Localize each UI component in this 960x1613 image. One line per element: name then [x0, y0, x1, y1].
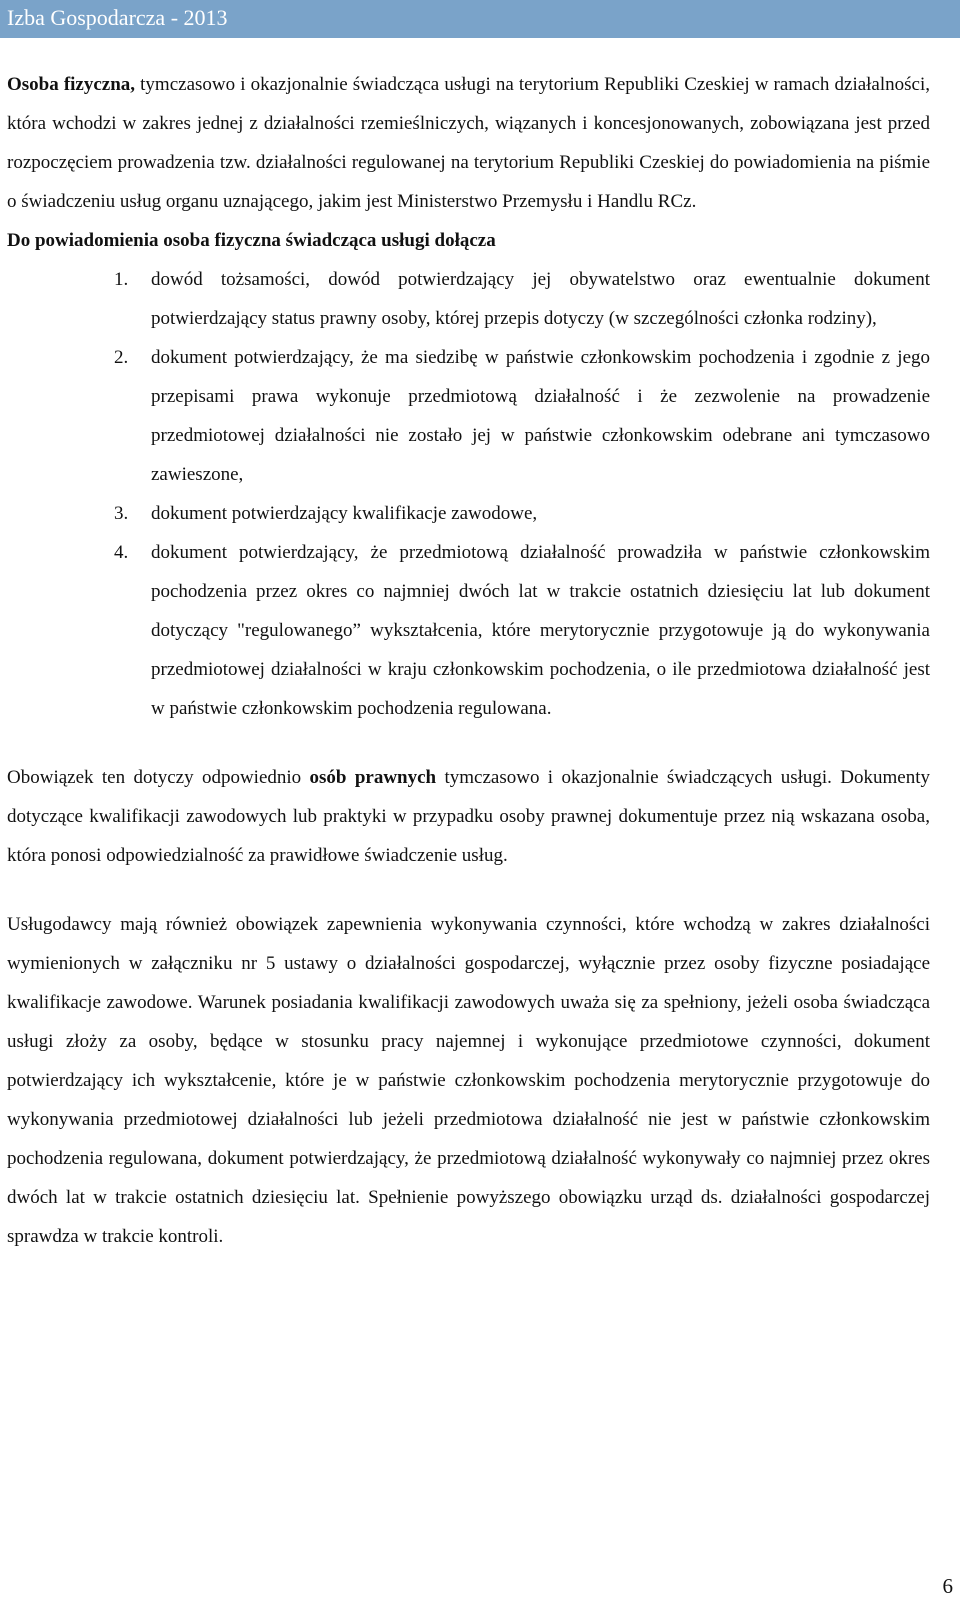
- paragraph-text: tymczasowo i okazjonalnie świadczących usługi. Dokumenty dotyczące kwalifikacji zawodowych lub praktyki w przypadku osoby prawnej dokumentuje przez nią wskazana osoba, która ponosi odpowiedzialność za prawidłowe świadczenie usług.: [7, 767, 930, 866]
- list-item-text: dokument potwierdzający, że przedmiotową działalność prowadziła w państwie członkowskim pochodzenia przez okres co najmniej dwóch lat w trakcie ostatnich dziesięciu lat lub dokument dotyczący "regulowanego” wykształcenia, które merytorycznie przygotowuje ją do wykonywania przedmiotowej działalności w kraju członkowskim pochodzenia, o ile przedmiotowa działalność jest w państwie członkowskim pochodzenia regulowana.: [151, 542, 930, 719]
- list-item-text: dowód tożsamości, dowód potwierdzający jej obywatelstwo oraz ewentualnie dokument potwierdzający status prawny osoby, której przepis dotyczy (w szczególności członka rodziny),: [151, 269, 930, 329]
- list-item: [7, 338, 930, 494]
- paragraph-text: Obowiązek ten dotyczy odpowiednio: [7, 767, 310, 788]
- header-title: Izba Gospodarcza - 2013: [7, 5, 228, 30]
- page-number: 6: [942, 1574, 953, 1598]
- list-item-number: 1.: [114, 269, 129, 290]
- required-documents-list: [7, 260, 930, 728]
- paragraph-bold-lead: Osoba fizyczna,: [7, 74, 136, 95]
- page-header: [0, 0, 960, 38]
- document-body: [7, 65, 930, 1256]
- section-heading: Do powiadomienia osoba fizyczna świadcząca usługi dołącza: [7, 230, 496, 251]
- list-item: [7, 533, 930, 728]
- paragraph-natural-person: [7, 65, 930, 221]
- paragraph-bold-term: osób prawnych: [309, 767, 437, 788]
- list-item-number: 4.: [114, 542, 129, 563]
- list-item-text: dokument potwierdzający kwalifikacje zawodowe,: [151, 503, 538, 524]
- spacer: [7, 875, 930, 905]
- list-item-text: dokument potwierdzający, że ma siedzibę w państwie członkowskim pochodzenia i zgodnie z jego przepisami prawa wykonuje przedmiotową działalność i że zezwolenie na prowadzenie przedmiotowej działalności nie zostało jej w państwie członkowskim odebrane ani tymczasowo zawieszone,: [151, 347, 930, 485]
- list-item: [7, 260, 930, 338]
- spacer: [7, 728, 930, 758]
- list-item-number: 3.: [114, 503, 129, 524]
- paragraph-service-providers: Usługodawcy mają również obowiązek zapewnienia wykonywania czynności, które wchodzą w zakres działalności wymienionych w załączniku nr 5 ustawy o działalności gospodarczej, wyłącznie przez osoby fizyczne posiadające kwalifikacje zawodowe. Warunek posiadania kwalifikacji zawodowych uważa się za spełniony, jeżeli osoba świadcząca usługi złoży za osoby, będące w stosunku pracy najemnej i wykonujące przedmiotowe czynności, dokument potwierdzający ich wykształcenie, które je w państwie członkowskim pochodzenia merytorycznie przygotowuje do wykonywania przedmiotowej działalności lub jeżeli przedmiotowa działalność nie jest w państwie członkowskim pochodzenia regulowana, dokument potwierdzający, że przedmiotową działalność wykonywały co najmniej przez okres dwóch lat w trakcie ostatnich dziesięciu lat. Spełnienie powyższego obowiązku urząd ds. działalności gospodarczej sprawdza w trakcie kontroli.: [7, 914, 930, 1247]
- list-item: [7, 494, 930, 533]
- paragraph-text: tymczasowo i okazjonalnie świadcząca usługi na terytorium Republiki Czeskiej w ramach działalności, która wchodzi w zakres jednej z działalności rzemieślniczych, wiązanych i koncesjonowanych, zobowiązana jest przed rozpoczęciem prowadzenia tzw. działalności regulowanej na terytorium Republiki Czeskiej do powiadomienia na piśmie o świadczeniu usług organu uznającego, jakim jest Ministerstwo Przemysłu i Handlu RCz.: [7, 74, 930, 212]
- list-item-number: 2.: [114, 347, 129, 368]
- paragraph-legal-persons: [7, 758, 930, 875]
